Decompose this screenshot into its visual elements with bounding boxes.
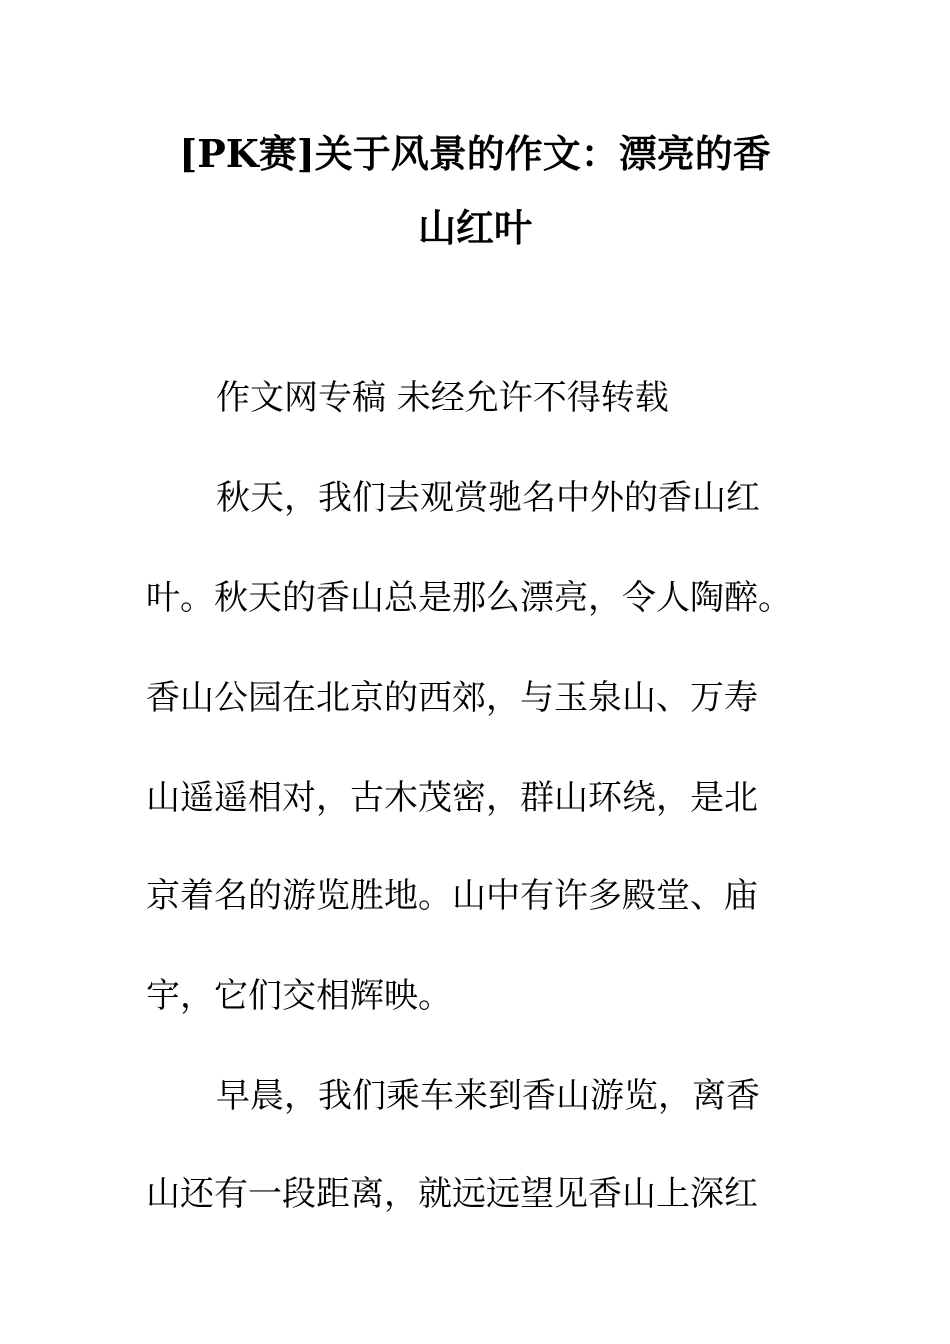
body-line: 香山公园在北京的西郊，与玉泉山、万寿 [146,678,758,718]
body-line: 秋天，我们去观赏驰名中外的香山红 [216,478,760,518]
body-line: 山遥遥相对，古木茂密，群山环绕，是北 [146,778,758,818]
body-line: 京着名的游览胜地。山中有许多殿堂、庙 [146,876,758,916]
byline: 作文网专稿 未经允许不得转载 [216,378,669,418]
document-title-line-1: [PK赛]关于风景的作文：漂亮的香 [179,131,771,176]
document-title-line-2: 山红叶 [417,205,532,250]
body-line: 山还有一段距离，就远远望见香山上深红 [146,1174,758,1214]
body-line: 早晨，我们乘车来到香山游览，离香 [216,1076,760,1116]
body-line: 叶。秋天的香山总是那么漂亮，令人陶醉。 [146,578,792,618]
body-line: 宇，它们交相辉映。 [146,976,452,1016]
